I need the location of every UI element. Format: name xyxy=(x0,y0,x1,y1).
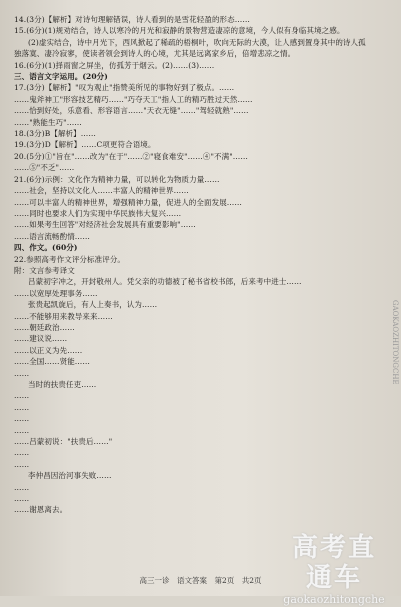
text-line: ……不能够用来教导来来…… xyxy=(14,311,113,321)
text-line: ……同时也要求人们为实现中华民族伟大复兴…… xyxy=(14,208,182,218)
text-line: 附：文言参考译文 xyxy=(14,265,75,275)
text-line: 当时的扶贵任吏…… xyxy=(28,380,97,389)
answer-text-body xyxy=(14,14,391,516)
page-footer: 高三一诊 语文答案 第2页 共2页 xyxy=(139,576,262,585)
text-line: ……社会，坚持以文化人……丰富人的精神世界…… xyxy=(14,186,189,196)
text-line: 独落寞、凄冷寂寥，使读者领会到诗人的心境，尤其是远离家乡后，倍增悲凉之情。 xyxy=(14,49,296,59)
text-line: …… xyxy=(14,459,30,469)
text-line: 三、语言文字运用。(20分) xyxy=(14,72,108,82)
text-line: ……"熟能生巧"…… xyxy=(14,117,82,127)
text-line: 15.(6分)(1)规劝结合，诗人以寒冷的月光和寂静的景物营造凄凉的意境，今人似有身临其境之感。 xyxy=(14,26,345,36)
text-line: ……吕蒙初说："扶贵后……" xyxy=(14,437,113,447)
text-line: 19.(3分)D【解析】……C项更符合语境。 xyxy=(14,140,156,150)
text-line: 18.(3分)B【解析】…… xyxy=(14,129,96,139)
watermark-logo xyxy=(279,533,389,606)
text-line: ……全国……贤能…… xyxy=(14,357,90,367)
text-line: 21.(6分)示例：文化作为精神力量，可以转化为物质力量…… xyxy=(14,174,220,184)
text-line: ……恰到好处，乐意看、形容语言……"天衣无缝"……"驾轻就熟"…… xyxy=(14,106,249,116)
text-line: ……建议说…… xyxy=(14,334,68,344)
text-line: …… xyxy=(14,482,30,492)
text-line: ……鬼斧神工"形容技艺精巧……"巧夺天工"指人工的精巧胜过天然…… xyxy=(14,94,253,104)
text-line: 张贵起凯旋后，有人上奏书，认为…… xyxy=(28,300,158,310)
side-watermark: GAOKAOZHITONGCHE xyxy=(391,300,399,385)
watermark-subtitle: gaokaozhitongche xyxy=(283,593,385,606)
text-line: 吕蒙初字冲之，开封敬州人。凭父亲的功德被了秘书省校书郎，后来考中进士…… xyxy=(28,277,302,287)
text-line: ……如果考生回答"对经济社会发展具有重要影响"…… xyxy=(14,220,196,230)
watermark-title: 高考直通车 xyxy=(291,533,376,593)
text-line: 李仲昌因治河事失败…… xyxy=(28,471,112,481)
text-line: 17.(3分)【解析】"叹为观止"指赞美所见的事物好到了极点。…… xyxy=(14,83,235,93)
text-line: 16.(6分)(1)择雨窗之屏坐，仿孤芳于烟云。(2)……(3)…… xyxy=(14,60,215,70)
text-line: (2)虚实结合，诗中月光下，西风掀起了稀疏的梧桐叶，吹向无际的大漠，让人感到置身其中的诗人孤 xyxy=(28,37,366,47)
text-line: 20.(5分)①"旨在"……改为"在于"……②"寝食难安"……④"不满"…… xyxy=(14,151,248,161)
text-line: ……以宽厚处理事务…… xyxy=(14,288,98,298)
text-line: ……可以丰富人的精神世界，增强精神力量，促进人的全面发展…… xyxy=(14,197,242,207)
text-line: ……谢恩离去。 xyxy=(14,505,68,515)
text-line: …… xyxy=(14,402,30,412)
text-line: 14.(3分)【解析】对诗句理解错误，诗人看到的是雪花轻盈的形态…… xyxy=(14,15,250,24)
text-line: …… xyxy=(14,425,30,435)
text-line: ……⑤"不乏"…… xyxy=(14,163,75,173)
text-line: …… xyxy=(14,448,30,458)
text-line: ……朝廷政治…… xyxy=(14,322,75,332)
text-line: 22.参照高考作文评分标准评分。 xyxy=(14,254,126,264)
text-line: …… xyxy=(14,414,30,424)
text-line: …… xyxy=(14,368,30,378)
text-line: 四、作文。(60分) xyxy=(14,243,78,253)
text-line: ……语言流畅酌情…… xyxy=(14,231,90,241)
text-line: …… xyxy=(14,494,30,504)
text-line: …… xyxy=(14,391,30,401)
text-line: ……以正义为先…… xyxy=(14,345,83,355)
